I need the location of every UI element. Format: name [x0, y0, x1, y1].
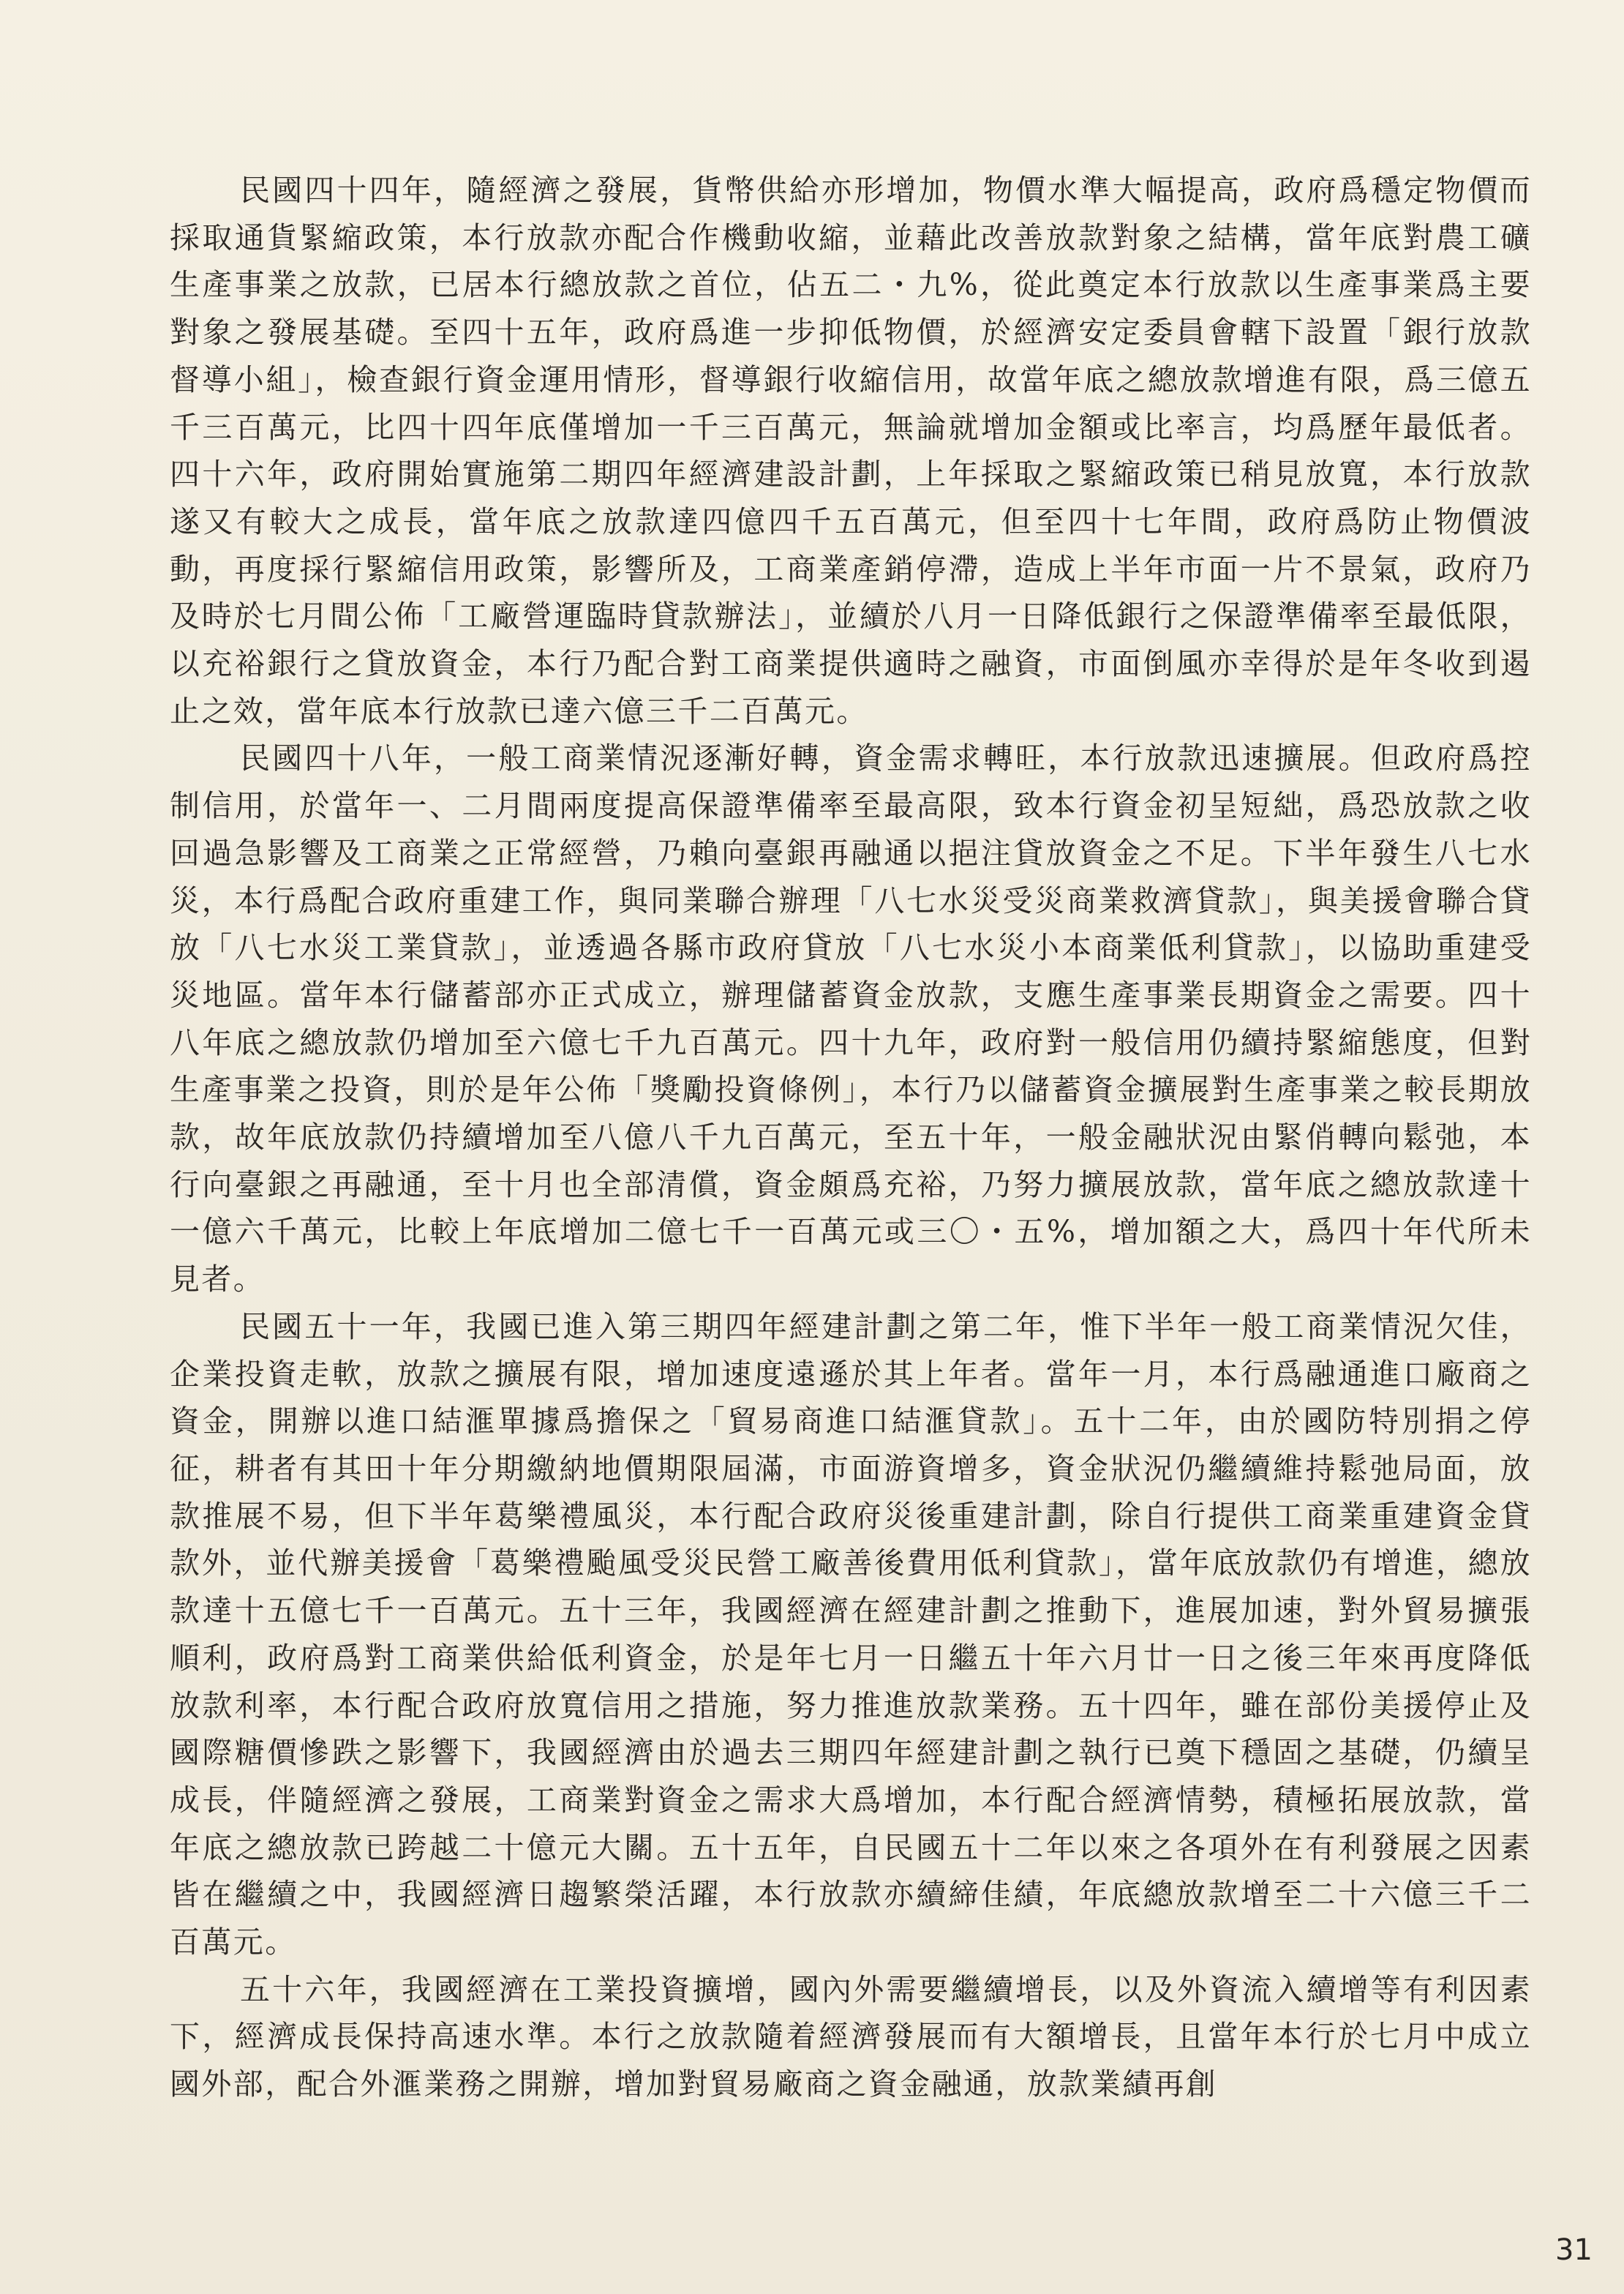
- paragraph-3: 民國五十一年，我國已進入第三期四年經建計劃之第二年，惟下半年一般工商業情況欠佳，企業投資走軟，放款之擴展有限，增加速度遠遜於其上年者。當年一月，本行爲融通進口廠商之資金，開辦以進口結滙單據爲擔保之「貿易商進口結滙貸款」。五十二年，由於國防特別捐之停征，耕者有其田十年分期繳納地價期限屆滿，市面游資增多，資金狀況仍繼續維持鬆弛局面，放款推展不易，但下半年葛樂禮風災，本行配合政府災後重建計劃，除自行提供工商業重建資金貸款外，並代辦美援會「葛樂禮颱風受災民營工廠善後費用低利貸款」，當年底放款仍有增進，總放款達十五億七千一百萬元。五十三年，我國經濟在經建計劃之推動下，進展加速，對外貿易擴張順利，政府爲對工商業供給低利資金，於是年七月一日繼五十年六月廿一日之後三年來再度降低放款利率，本行配合政府放寬信用之措施，努力推進放款業務。五十四年，雖在部份美援停止及國際糖價慘跌之影響下，我國經濟由於過去三期四年經建計劃之執行已奠下穩固之基礎，仍續呈成長，伴隨經濟之發展，工商業對資金之需求大爲增加，本行配合經濟情勢，積極拓展放款，當年底之總放款已跨越二十億元大關。五十五年，自民國五十二年以來之各項外在有利發展之因素皆在繼續之中，我國經濟日趨繁榮活躍，本行放款亦續締佳績，年底總放款增至二十六億三千二百萬元。: [170, 1308, 1532, 1960]
- paragraph-2: 民國四十八年，一般工商業情況逐漸好轉，資金需求轉旺，本行放款迅速擴展。但政府爲控制信用，於當年一、二月間兩度提高保證準備率至最高限，致本行資金初呈短絀，爲恐放款之收回過急影響及工商業之正常經營，乃賴向臺銀再融通以挹注貸放資金之不足。下半年發生八七水災，本行爲配合政府重建工作，與同業聯合辦理「八七水災受災商業救濟貸款」，與美援會聯合貸放「八七水災工業貸款」，並透過各縣市政府貸放「八七水災小本商業低利貸款」，以協助重建受災地區。當年本行儲蓄部亦正式成立，辦理儲蓄資金放款，支應生產事業長期資金之需要。四十八年底之總放款仍增加至六億七千九百萬元。四十九年，政府對一般信用仍續持緊縮態度，但對生產事業之投資，則於是年公佈「獎勵投資條例」，本行乃以儲蓄資金擴展對生產事業之較長期放款，故年底放款仍持續增加至八億八千九百萬元，至五十年，一般金融狀況由緊俏轉向鬆弛，本行向臺銀之再融通，至十月也全部清償，資金頗爲充裕，乃努力擴展放款，當年底之總放款達十一億六千萬元，比較上年底增加二億七千一百萬元或三〇・五%，增加額之大，爲四十年代所未見者。: [170, 741, 1532, 1297]
- paragraph-4: 五十六年，我國經濟在工業投資擴增，國內外需要繼續增長，以及外資流入續增等有利因素下，經濟成長保持高速水準。本行之放款隨着經濟發展而有大額增長，且當年本行於七月中成立國外部，配合外滙業務之開辦，增加對貿易廠商之資金融通，放款業績再創: [170, 1971, 1532, 2102]
- body-text: [170, 167, 1532, 2108]
- page-number: 31: [1555, 2233, 1593, 2267]
- paragraph-1: 民國四十四年，隨經濟之發展，貨幣供給亦形增加，物價水準大幅提高，政府爲穩定物價而採取通貨緊縮政策，本行放款亦配合作機動收縮，並藉此改善放款對象之結構，當年底對農工礦生產事業之放款，已居本行總放款之首位，佔五二・九%，從此奠定本行放款以生產事業爲主要對象之發展基礎。至四十五年，政府爲進一步抑低物價，於經濟安定委員會轄下設置「銀行放款督導小組」，檢查銀行資金運用情形，督導銀行收縮信用，故當年底之總放款增進有限，爲三億五千三百萬元，比四十四年底僅增加一千三百萬元，無論就增加金額或比率言，均爲歷年最低者。四十六年，政府開始實施第二期四年經濟建設計劃，上年採取之緊縮政策已稍見放寬，本行放款遂又有較大之成長，當年底之放款達四億四千五百萬元，但至四十七年間，政府爲防止物價波動，再度採行緊縮信用政策，影響所及，工商業產銷停滯，造成上半年市面一片不景氣，政府乃及時於七月間公佈「工廠營運臨時貸款辦法」，並續於八月一日降低銀行之保證準備率至最低限，以充裕銀行之貸放資金，本行乃配合對工商業提供適時之融資，市面倒風亦幸得於是年冬收到遏止之效，當年底本行放款已達六億三千二百萬元。: [170, 173, 1532, 729]
